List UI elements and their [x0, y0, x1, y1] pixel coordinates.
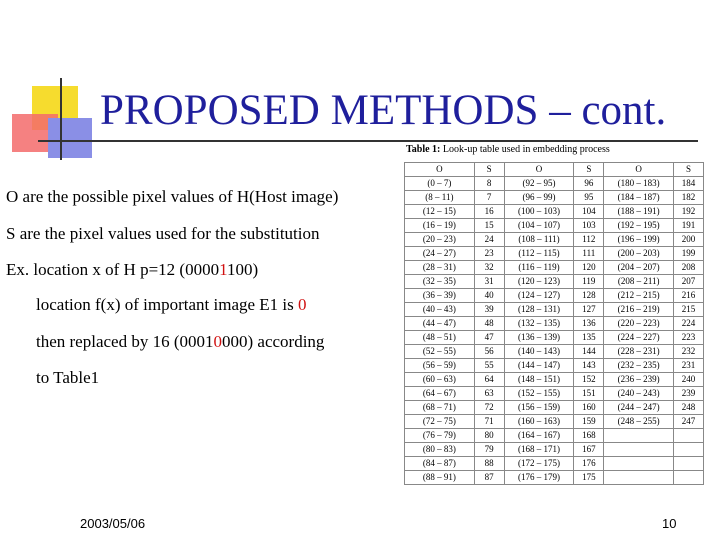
table-cell: (244 – 247): [604, 401, 674, 415]
text-line-table-ref: to Table1: [36, 368, 100, 387]
table-cell: (224 – 227): [604, 331, 674, 345]
table-cell: 144: [574, 345, 604, 359]
table-cell: (24 – 27): [405, 247, 475, 261]
table-cell: [604, 443, 674, 457]
table-cell: (112 – 115): [504, 247, 574, 261]
table-row: [405, 219, 704, 233]
table-row: [405, 261, 704, 275]
table-cell: (80 – 83): [405, 443, 475, 457]
table-row: [405, 457, 704, 471]
table-cell: (52 – 55): [405, 345, 475, 359]
table-cell: (204 – 207): [604, 261, 674, 275]
table-caption: [406, 144, 610, 155]
table-cell: (132 – 135): [504, 317, 574, 331]
table-cell: (16 – 19): [405, 219, 475, 233]
table-cell: 199: [674, 247, 704, 261]
header-s-2: S: [574, 163, 604, 177]
header-s-3: S: [674, 163, 704, 177]
table-cell: (180 – 183): [604, 177, 674, 191]
table-cell: (164 – 167): [504, 429, 574, 443]
table-row: [405, 289, 704, 303]
table-cell: 128: [574, 289, 604, 303]
table-cell: (160 – 163): [504, 415, 574, 429]
table-cell: (212 – 215): [604, 289, 674, 303]
table-row: [405, 191, 704, 205]
table-cell: (156 – 159): [504, 401, 574, 415]
table-cell: 56: [474, 345, 504, 359]
table-cell: (104 – 107): [504, 219, 574, 233]
table-cell: 96: [574, 177, 604, 191]
table-cell: 63: [474, 387, 504, 401]
table-cell: (64 – 67): [405, 387, 475, 401]
table-caption-text: Look-up table used in embedding process: [440, 144, 610, 155]
table-cell: 208: [674, 261, 704, 275]
table-cell: 32: [474, 261, 504, 275]
table-row: [405, 317, 704, 331]
table-cell: (172 – 175): [504, 457, 574, 471]
table-caption-label: Table 1:: [406, 144, 441, 155]
table-cell: 119: [574, 275, 604, 289]
table-cell: [604, 471, 674, 485]
table-cell: 223: [674, 331, 704, 345]
table-cell: (20 – 23): [405, 233, 475, 247]
table-row: [405, 233, 704, 247]
example-part-1: Ex. location x of H p=12 (0000: [6, 260, 220, 279]
table-cell: 24: [474, 233, 504, 247]
table-cell: 104: [574, 205, 604, 219]
table-row: [405, 247, 704, 261]
table-row: [405, 359, 704, 373]
table-cell: 15: [474, 219, 504, 233]
table-row: [405, 331, 704, 345]
table-cell: (184 – 187): [604, 191, 674, 205]
text-line-replaced: [36, 332, 324, 352]
table-cell: 47: [474, 331, 504, 345]
table-cell: 79: [474, 443, 504, 457]
table-cell: (232 – 235): [604, 359, 674, 373]
table-cell: 111: [574, 247, 604, 261]
table-cell: (0 – 7): [405, 177, 475, 191]
table-cell: 64: [474, 373, 504, 387]
table-cell: 152: [574, 373, 604, 387]
table-cell: (216 – 219): [604, 303, 674, 317]
table-cell: (144 – 147): [504, 359, 574, 373]
table-cell: (220 – 223): [604, 317, 674, 331]
table-row: [405, 373, 704, 387]
table-cell: 151: [574, 387, 604, 401]
decor-vertical-line: [60, 78, 62, 160]
table-cell: (200 – 203): [604, 247, 674, 261]
table-cell: [604, 457, 674, 471]
table-cell: (36 – 39): [405, 289, 475, 303]
title-underline: [38, 140, 698, 142]
table-cell: (168 – 171): [504, 443, 574, 457]
table-cell: 23: [474, 247, 504, 261]
table-cell: 167: [574, 443, 604, 457]
table-cell: 135: [574, 331, 604, 345]
table-cell: 231: [674, 359, 704, 373]
table-cell: (48 – 51): [405, 331, 475, 345]
table-cell: (60 – 63): [405, 373, 475, 387]
example-highlight-bit: 1: [219, 260, 227, 279]
table-cell: (148 – 151): [504, 373, 574, 387]
table-cell: (136 – 139): [504, 331, 574, 345]
header-o-2: O: [504, 163, 574, 177]
lookup-table-body: [405, 177, 704, 485]
table-row: [405, 177, 704, 191]
table-row: [405, 387, 704, 401]
table-cell: 159: [574, 415, 604, 429]
table-cell: (188 – 191): [604, 205, 674, 219]
table-cell: (12 – 15): [405, 205, 475, 219]
table-cell: 176: [574, 457, 604, 471]
table-cell: (248 – 255): [604, 415, 674, 429]
table-cell: (68 – 71): [405, 401, 475, 415]
table-cell: [674, 429, 704, 443]
table-cell: (196 – 199): [604, 233, 674, 247]
table-row: [405, 443, 704, 457]
table-cell: 160: [574, 401, 604, 415]
table-cell: 239: [674, 387, 704, 401]
table-cell: [674, 471, 704, 485]
table-cell: 248: [674, 401, 704, 415]
table-cell: 88: [474, 457, 504, 471]
table-row: [405, 401, 704, 415]
table-cell: 200: [674, 233, 704, 247]
table-cell: (240 – 243): [604, 387, 674, 401]
table-cell: (192 – 195): [604, 219, 674, 233]
table-row: [405, 429, 704, 443]
table-cell: 240: [674, 373, 704, 387]
table-cell: (84 – 87): [405, 457, 475, 471]
table-cell: (92 – 95): [504, 177, 574, 191]
table-cell: 224: [674, 317, 704, 331]
table-cell: (56 – 59): [405, 359, 475, 373]
table-cell: 168: [574, 429, 604, 443]
table-cell: (152 – 155): [504, 387, 574, 401]
header-s-1: S: [474, 163, 504, 177]
lookup-table: [404, 162, 704, 485]
table-header-row: [405, 163, 704, 177]
table-cell: 7: [474, 191, 504, 205]
table-cell: 136: [574, 317, 604, 331]
table-cell: 127: [574, 303, 604, 317]
replaced-part-2: 000) according: [222, 332, 325, 351]
table-cell: (8 – 11): [405, 191, 475, 205]
table-cell: 31: [474, 275, 504, 289]
table-cell: 207: [674, 275, 704, 289]
table-cell: (32 – 35): [405, 275, 475, 289]
text-line-location: [36, 295, 307, 315]
table-cell: 191: [674, 219, 704, 233]
table-cell: 8: [474, 177, 504, 191]
table-cell: 16: [474, 205, 504, 219]
table-cell: (208 – 211): [604, 275, 674, 289]
table-cell: (116 – 119): [504, 261, 574, 275]
table-cell: 80: [474, 429, 504, 443]
table-cell: (40 – 43): [405, 303, 475, 317]
table-cell: (140 – 143): [504, 345, 574, 359]
text-line-example: [6, 260, 258, 280]
table-cell: 103: [574, 219, 604, 233]
table-cell: 87: [474, 471, 504, 485]
table-cell: 48: [474, 317, 504, 331]
slide-title: PROPOSED METHODS – cont.: [100, 87, 667, 134]
table-row: [405, 345, 704, 359]
header-o-3: O: [604, 163, 674, 177]
replaced-highlight-bit: 0: [213, 332, 222, 351]
table-cell: (96 – 99): [504, 191, 574, 205]
table-cell: (128 – 131): [504, 303, 574, 317]
footer-date: 2003/05/06: [80, 516, 146, 531]
table-cell: 143: [574, 359, 604, 373]
footer-page-number: 10: [662, 516, 677, 531]
table-cell: (28 – 31): [405, 261, 475, 275]
table-row: [405, 471, 704, 485]
table-cell: 215: [674, 303, 704, 317]
example-part-2: 100): [226, 260, 259, 279]
table-cell: (176 – 179): [504, 471, 574, 485]
table-cell: (76 – 79): [405, 429, 475, 443]
table-row: [405, 415, 704, 429]
table-cell: (72 – 75): [405, 415, 475, 429]
table-cell: 232: [674, 345, 704, 359]
text-line-o-values: O are the possible pixel values of H(Host image): [6, 187, 339, 206]
table-cell: (120 – 123): [504, 275, 574, 289]
table-cell: 192: [674, 205, 704, 219]
table-cell: (100 – 103): [504, 205, 574, 219]
table-cell: 40: [474, 289, 504, 303]
table-cell: (236 – 239): [604, 373, 674, 387]
table-cell: (44 – 47): [405, 317, 475, 331]
table-cell: 39: [474, 303, 504, 317]
table-cell: [604, 429, 674, 443]
table-cell: 182: [674, 191, 704, 205]
table-row: [405, 275, 704, 289]
table-cell: 184: [674, 177, 704, 191]
table-cell: 216: [674, 289, 704, 303]
table-cell: (228 – 231): [604, 345, 674, 359]
table-cell: (124 – 127): [504, 289, 574, 303]
table-cell: (88 – 91): [405, 471, 475, 485]
table-cell: 71: [474, 415, 504, 429]
table-cell: [674, 457, 704, 471]
table-row: [405, 205, 704, 219]
table-row: [405, 303, 704, 317]
location-text: location f(x) of important image E1 is: [36, 295, 299, 314]
text-line-s-values: S are the pixel values used for the substitution: [6, 224, 320, 243]
decor-blue-square: [48, 118, 92, 158]
table-cell: 72: [474, 401, 504, 415]
table-cell: 112: [574, 233, 604, 247]
table-cell: 120: [574, 261, 604, 275]
table-cell: 55: [474, 359, 504, 373]
table-cell: [674, 443, 704, 457]
location-bit-value: 0: [298, 295, 307, 314]
table-cell: 175: [574, 471, 604, 485]
header-o-1: O: [405, 163, 475, 177]
replaced-part-1: then replaced by 16 (0001: [36, 332, 214, 351]
table-cell: (108 – 111): [504, 233, 574, 247]
table-cell: 247: [674, 415, 704, 429]
table-cell: 95: [574, 191, 604, 205]
